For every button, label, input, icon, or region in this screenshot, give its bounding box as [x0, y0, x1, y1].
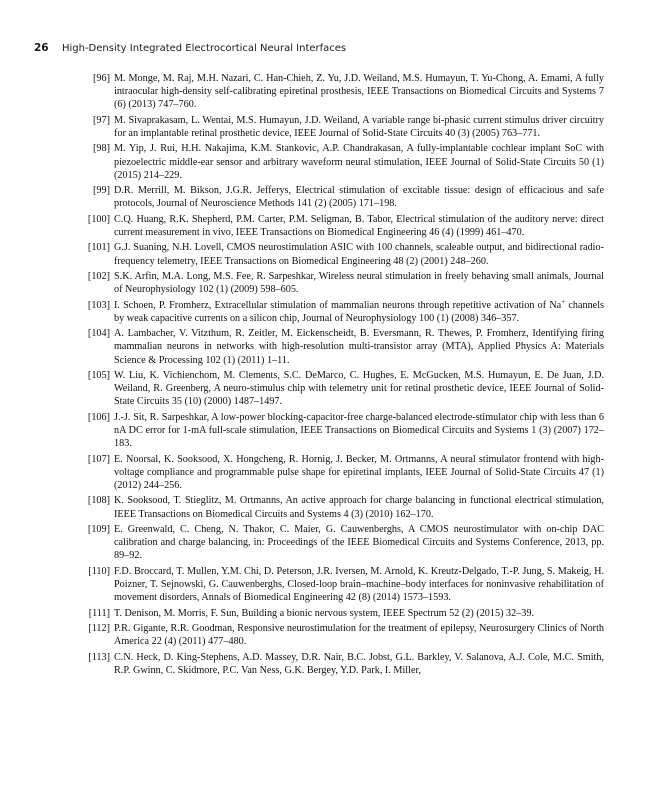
page-number: 26: [34, 42, 49, 54]
reference-item: [66, 241, 604, 267]
reference-item: [66, 142, 604, 182]
reference-text: J.-J. Sit, R. Sarpeshkar, A low-power blocking-capacitor-free charge-balanced electrode-stimulator chip with less than 6 nA DC error for 1-mA full-scale stimulation, IEEE Transactions on Biomedical Circuits and Systems 1 (3) (2007) 172–183.: [114, 411, 604, 450]
reference-text: E. Greenwald, C. Cheng, N. Thakor, C. Maier, G. Cauwenberghs, A CMOS neurostimulator with on-chip DAC calibration and charge balancing, in: Proceedings of the IEEE Biomedical Circuits and Systems Conference, 2013, pp. 89–92.: [114, 523, 604, 562]
reference-text: M. Monge, M. Raj, M.H. Nazari, C. Han-Chieh, Z. Yu, J.D. Weiland, M.S. Humayun, T. Yu-Chong, A. Emami, A fully intraocular high-density self-calibrating epiretinal prosthesis, IEEE Transactions on Biomedical Circuits and Systems 7 (6) (2013) 747–760.: [114, 73, 604, 111]
running-head: [34, 42, 614, 54]
reference-text: A. Lambacher, V. Vitzthum, R. Zeitler, M. Eickenscheidt, B. Eversmann, R. Thewes, P. Fromherz, Identifying firing mammalian neurons in networks with high-resolution multi-transistor array (MTA), Applied Physics A: Materials Science & Processing 102 (1) (2011) 1–11.: [114, 328, 604, 366]
reference-item: [66, 494, 604, 520]
reference-number: [99]: [93, 185, 110, 197]
reference-number: [101]: [87, 242, 110, 254]
reference-text: [114, 299, 604, 325]
reference-item: [66, 523, 604, 563]
reference-item: [66, 270, 604, 296]
reference-text: W. Liu, K. Vichienchom, M. Clements, S.C. DeMarco, C. Hughes, E. McGucken, M.S. Humayun, E. De Juan, J.D. Weiland, R. Greenberg, A neuro-stimulus chip with telemetry unit for retinal prosthetic device, IEEE Journal of Solid-State Circuits 35 (10) (2000) 1487–1497.: [114, 369, 604, 408]
reference-list: [66, 72, 604, 679]
reference-number: [113]: [88, 651, 110, 663]
reference-number: [98]: [93, 143, 110, 155]
reference-item: [66, 651, 604, 677]
reference-text: P.R. Gigante, R.R. Goodman, Responsive neurostimulation for the treatment of epilepsy, Neurosurgery Clinics of North America 22 (4) (2011) 477–480.: [114, 622, 604, 648]
reference-item: [66, 184, 604, 210]
reference-number: [112]: [88, 622, 110, 634]
reference-text: T. Denison, M. Morris, F. Sun, Building a bionic nervous system, IEEE Spectrum 52 (2) (2015) 32–39.: [114, 607, 535, 619]
reference-item: [66, 72, 604, 112]
reference-number: [103]: [87, 299, 110, 311]
reference-text: D.R. Merrill, M. Bikson, J.G.R. Jefferys, Electrical stimulation of excitable tissue: design of efficacious and safe protocols, Journal of Neuroscience Methods 141 (2) (2005) 171–198.: [114, 185, 604, 210]
reference-item: [66, 299, 604, 325]
reference-text-part: I. Schoen, P. Fromherz, Extracellular stimulation of mammalian neurons through repetitive activation of Na: [114, 299, 562, 311]
reference-text-part: channels by weak capacitive currents on a silicon chip, Journal of Neurophysiology 100 (1) (2008) 346–357.: [114, 299, 604, 324]
running-title: High-Density Integrated Electrocortical Neural Interfaces: [61, 43, 347, 54]
reference-number: [105]: [87, 369, 110, 381]
reference-number: [111]: [88, 607, 110, 619]
reference-text: C.N. Heck, D. King-Stephens, A.D. Massey, D.R. Nair, B.C. Jobst, G.L. Barkley, V. Salanova, A.J. Cole, M.C. Smith, R.P. Gwinn, C. Skidmore, P.C. Van Ness, G.K. Bergey, Y.D. Park, I. Miller,: [114, 651, 604, 676]
reference-item: [66, 622, 604, 648]
reference-item: [66, 213, 604, 239]
reference-number: [100]: [87, 213, 110, 225]
reference-item: [66, 565, 604, 605]
reference-number: [109]: [87, 523, 110, 535]
reference-text: F.D. Broccard, T. Mullen, Y.M. Chi, D. Peterson, J.R. Iversen, M. Arnold, K. Kreutz-Delgado, T.-P. Jung, S. Makeig, H. Poizner, T. Sejnowski, G. Cauwenberghs, Closed-loop brain–machine–body interfaces for noninvasive rehabilitation of movement disorders, Annals of Biomedical Engineering 42 (8) (2014) 1573–1593.: [114, 565, 604, 604]
reference-text: M. Yip, J. Rui, H.H. Nakajima, K.M. Stankovic, A.P. Chandrakasan, A fully-implantable cochlear implant SoC with piezoelectric middle-ear sensor and arbitrary waveform neural stimulation, IEEE Journal of Solid-State Circuits 50 (1) (2015) 214–229.: [114, 143, 604, 181]
reference-number: [104]: [87, 328, 110, 340]
reference-number: [96]: [93, 73, 110, 84]
reference-item: [66, 607, 604, 620]
reference-number: [97]: [93, 114, 110, 126]
reference-text: K. Sooksood, T. Stieglitz, M. Ortmanns, An active approach for charge balancing in functional electrical stimulation, IEEE Transactions on Biomedical Circuits and Systems 4 (3) (2010) 162–170.: [114, 495, 604, 520]
reference-number: [108]: [87, 495, 110, 507]
reference-text: M. Sivaprakasam, L. Wentai, M.S. Humayun, J.D. Weiland, A variable range bi-phasic current stimulus driver circuitry for an implantable retinal prosthetic device, IEEE Journal of Solid-State Circuits 40 (3) (2005) 763–771.: [114, 114, 604, 139]
reference-number: [107]: [87, 453, 110, 465]
reference-text: S.K. Arfin, M.A. Long, M.S. Fee, R. Sarpeshkar, Wireless neural stimulation in freely behaving small animals, Journal of Neurophysiology 102 (1) (2009) 598–605.: [114, 270, 604, 296]
reference-number: [110]: [88, 565, 110, 577]
reference-item: [66, 411, 604, 451]
reference-item: [66, 453, 604, 493]
reference-text: C.Q. Huang, R.K. Shepherd, P.M. Carter, P.M. Seligman, B. Tabor, Electrical stimulation of the auditory nerve: direct current measurement in vivo, IEEE Transactions on Biomedical Engineering 46 (4) (1999) 461–470.: [114, 213, 604, 238]
superscript-plus: +: [561, 297, 566, 306]
reference-text: G.J. Suaning, N.H. Lovell, CMOS neurostimulation ASIC with 100 channels, scaleable output, and bidirectional radio-frequency telemetry, IEEE Transactions on Biomedical Engineering 48 (2) (2001) 248–260.: [114, 242, 604, 267]
reference-item: [66, 369, 604, 409]
reference-number: [102]: [87, 270, 110, 282]
reference-text: E. Noorsal, K. Sooksood, X. Hongcheng, R. Hornig, J. Becker, M. Ortmanns, A neural stimulator frontend with high-voltage compliance and programmable pulse shape for epiretinal implants, IEEE Journal of Solid-State Circuits 47 (1) (2012) 244–256.: [114, 453, 604, 491]
reference-item: [66, 114, 604, 140]
reference-item: [66, 327, 604, 367]
reference-number: [106]: [87, 411, 110, 423]
